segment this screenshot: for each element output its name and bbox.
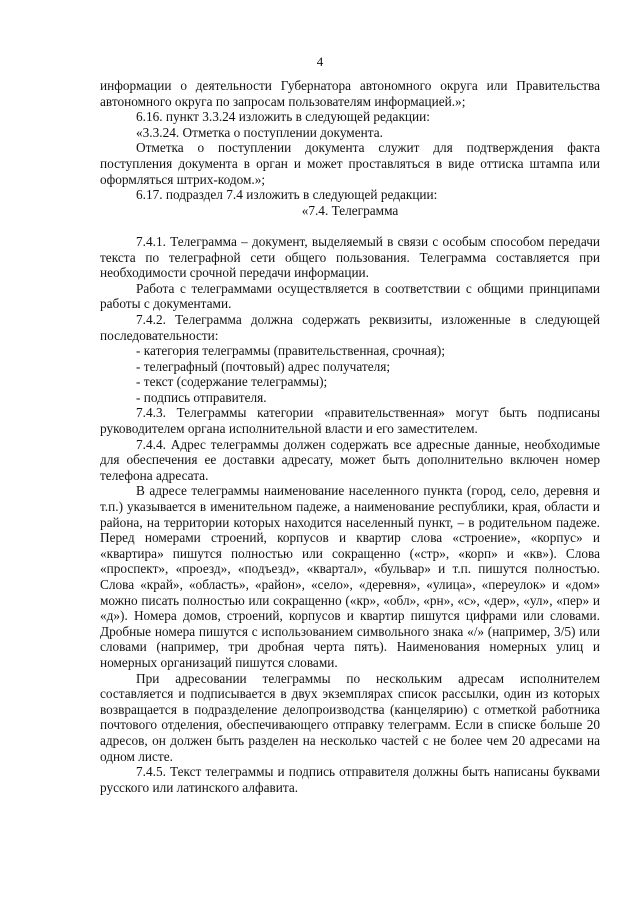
paragraph: - категория телеграммы (правительственная, срочная);: [136, 343, 446, 359]
document-body: [100, 78, 600, 795]
paragraph: 7.4.4. Адрес телеграммы должен содержать все адресные данные, необходимые для обеспечения ее доставки адресату, может быть дополнительно включен номер телефона адресата.: [100, 436, 600, 483]
page-number: 4: [316, 54, 324, 69]
paragraph: 7.4.5. Текст телеграммы и подпись отправителя должны быть написаны буквами русского или латинского алфавита.: [100, 764, 600, 795]
paragraph: Работа с телеграммами осуществляется в соответствии с общими принципами работы с документами.: [100, 280, 600, 312]
paragraph: информации о деятельности Губернатора автономного округа или Правительства автономного округа по запросам пользователям информацией.»;: [100, 78, 600, 109]
paragraph: - текст (содержание телеграммы);: [136, 374, 328, 390]
paragraph: 7.4.2. Телеграмма должна содержать реквизиты, изложенные в следующей последовательности:: [100, 311, 600, 343]
paragraph: 7.4.1. Телеграмма – документ, выделяемый в связи с особым способом передачи текста по телеграфной сети общего пользования. Телеграмма составляется при необходимости срочной передачи информации.: [100, 233, 600, 281]
paragraph: 6.17. подраздел 7.4 изложить в следующей редакции:: [136, 187, 438, 203]
blank-line: [100, 218, 600, 234]
paragraph: Отметка о поступлении документа служит для подтверждения факта поступления документа в орган и может проставляться в виде оттиска штампа или оформляться штрих-кодом.»;: [100, 140, 600, 187]
paragraph: 7.4.3. Телеграммы категории «правительственная» могут быть подписаны руководителем органа исполнительной власти и его заместителем.: [100, 405, 600, 437]
paragraph: - подпись отправителя.: [136, 389, 267, 405]
paragraph: При адресовании телеграммы по нескольким адресам исполнителем составляется и подписывается в двух экземплярах список рассылки, один из которых возвращается в подразделение делопроизводства (канцелярию) с отметкой работника почтового отделения, обеспечивающего отправку телеграмм. Если в списке больше 20 адресов, он должен быть разделен на несколько частей с не более чем 20 адресами на одном листе.: [100, 670, 600, 764]
paragraph: - телеграфный (почтовый) адрес получателя;: [136, 358, 391, 374]
section-heading: «7.4. Телеграмма: [301, 202, 399, 218]
paragraph: В адресе телеграммы наименование населенного пункта (город, село, деревня и т.п.) указывается в именительном падеже, а наименование республики, края, области и района, на территории которых находится населенный пункт, – в родительном падеже. Перед номерами строений, корпусов и квартир слова «строение», «корпус» и «квартира» пишутся полностью или сокращенно («стр», «корп» и «кв»). Слова «проспект», «проезд», «подъезд», «квартал», «бульвар» и т.п. пишутся полностью. Слова «край», «область», «район», «село», «деревня», «улица», «переулок» и «дом» можно писать полностью или сокращенно («кр», «обл», «рн», «с», «дер», «ул», «пер» и «д»). Номера домов, строений, корпусов и квартир пишутся цифрами или словами. Дробные номера пишутся с использованием символьного знака «/» (например, 3/5) или словами (например, три дробная черта пять). Наименования номерных улиц и номерных организаций пишутся словами.: [100, 483, 600, 670]
paragraph: «3.3.24. Отметка о поступлении документа.: [136, 124, 383, 140]
paragraph: 6.16. пункт 3.3.24 изложить в следующей редакции:: [136, 109, 430, 125]
